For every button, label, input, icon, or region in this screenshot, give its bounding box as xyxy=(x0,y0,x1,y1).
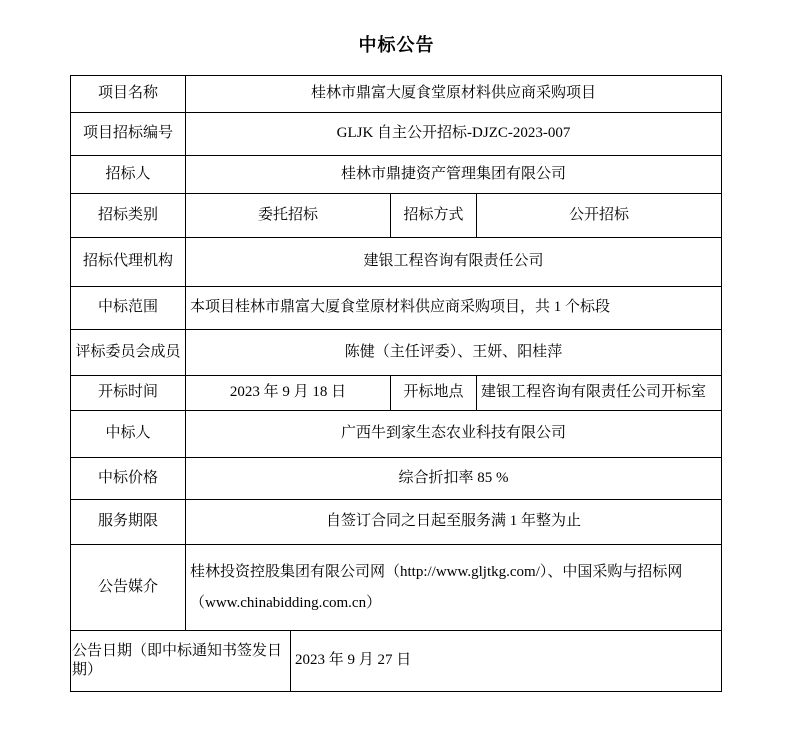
row-tenderer xyxy=(71,156,721,194)
committee-label: 评标委员会成员 xyxy=(71,330,186,375)
row-bid-category xyxy=(71,194,721,238)
bid-category-value: 委托招标 xyxy=(186,194,391,237)
opening-place-value: 建银工程咨询有限责任公司开标室 xyxy=(481,384,707,401)
opening-time-value: 2023 年 9 月 18 日 xyxy=(186,376,391,410)
row-bid-number xyxy=(71,113,721,156)
agency-value: 建银工程咨询有限责任公司 xyxy=(363,253,544,270)
bid-number-label: 项目招标编号 xyxy=(71,113,186,155)
bid-scope-value: 本项目桂林市鼎富大厦食堂原材料供应商采购项目，共 1 个标段 xyxy=(190,299,611,316)
announcement-table xyxy=(70,75,722,692)
price-label: 中标价格 xyxy=(71,458,186,499)
row-announce-date xyxy=(71,631,721,691)
row-bid-scope xyxy=(71,287,721,330)
announce-date-label: 公告日期（即中标通知书签发日期） xyxy=(71,631,291,691)
opening-place-label: 开标地点 xyxy=(391,376,477,410)
row-committee xyxy=(71,330,721,376)
committee-value: 陈健（主任评委）、王妍、阳桂萍 xyxy=(344,343,563,360)
announce-date-value: 2023 年 9 月 27 日 xyxy=(295,652,412,669)
row-project-name xyxy=(71,76,721,113)
page-title: 中标公告 xyxy=(358,35,435,55)
project-name-label: 项目名称 xyxy=(71,76,186,112)
row-opening xyxy=(71,376,721,411)
bid-method-label: 招标方式 xyxy=(391,194,477,237)
bid-method-value: 公开招标 xyxy=(568,206,629,223)
media-label: 公告媒介 xyxy=(71,545,186,630)
bid-number-value: GLJK 自主公开招标-DJZC-2023-007 xyxy=(336,125,571,142)
project-name-value: 桂林市鼎富大厦食堂原材料供应商采购项目 xyxy=(310,85,596,102)
row-winner xyxy=(71,411,721,458)
row-media xyxy=(71,545,721,631)
service-period-value: 自签订合同之日起至服务满 1 年整为止 xyxy=(325,513,581,530)
winner-label: 中标人 xyxy=(71,411,186,457)
tenderer-value: 桂林市鼎捷资产管理集团有限公司 xyxy=(340,165,566,182)
media-value xyxy=(186,545,721,630)
bid-category-label: 招标类别 xyxy=(71,194,186,237)
opening-time-label: 开标时间 xyxy=(71,376,186,410)
media-value-line2: （www.chinabidding.com.cn） xyxy=(190,594,382,611)
agency-label: 招标代理机构 xyxy=(71,238,186,286)
tenderer-label: 招标人 xyxy=(71,156,186,193)
winner-value: 广西牛到家生态农业科技有限公司 xyxy=(340,425,566,442)
row-agency xyxy=(71,238,721,287)
bid-scope-label: 中标范围 xyxy=(71,287,186,329)
price-value: 综合折扣率 85 % xyxy=(398,469,509,486)
media-value-line1: 桂林投资控股集团有限公司网（http://www.gljtkg.com/）、中国采购与招标网 xyxy=(190,563,683,580)
row-service-period xyxy=(71,500,721,545)
row-price xyxy=(71,458,721,500)
service-period-label: 服务期限 xyxy=(71,500,186,544)
